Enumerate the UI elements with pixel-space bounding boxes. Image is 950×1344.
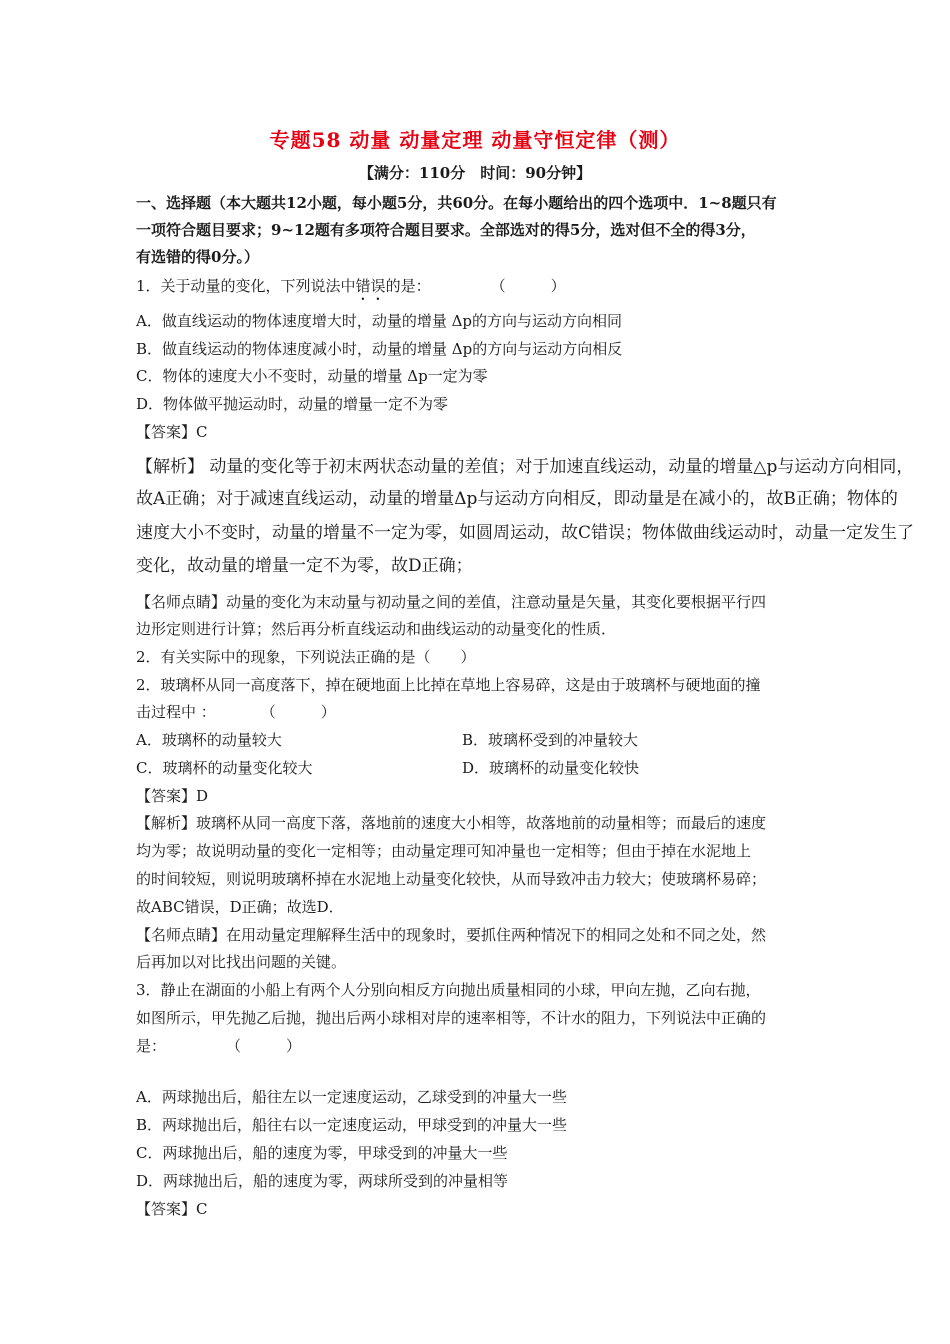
q2-option-a: A．玻璃杯的动量较大 xyxy=(136,731,282,749)
page-title: 专题58 动量 动量定理 动量守恒定律（测） xyxy=(269,128,681,152)
q3-answer: 【答案】C xyxy=(136,1200,208,1218)
q2-analysis-1: 【解析】玻璃杯从同一高度下落，落地前的速度大小相等，故落地前的动量相等；而最后的速度 xyxy=(136,814,767,832)
q1-option-d: D．物体做平抛运动时，动量的增量一定不为零 xyxy=(136,395,449,413)
q2-analysis-4: 故ABC错误，D正确；故选D． xyxy=(136,898,344,916)
q2-analysis-3: 的时间较短，则说明玻璃杯掉在水泥地上动量变化较快，从而导致冲击力较大；使玻璃杯易碎； xyxy=(136,870,767,888)
q3-option-a: A．两球抛出后，船往左以一定速度运动，乙球受到的冲量大一些 xyxy=(136,1088,567,1106)
q3-stem-3: 是： （ ） xyxy=(136,1037,302,1055)
q1-emphasis: 错误 xyxy=(355,277,386,295)
q2-tip-2: 后再加以对比找出问题的关键。 xyxy=(136,953,347,971)
exam-meta: 【满分：110分 时间：90分钟】 xyxy=(358,164,592,182)
q1-option-a: A．做直线运动的物体速度增大时，动量的增量 Δp的方向与运动方向相同 xyxy=(136,312,623,330)
q2-stem-0: 2．有关实际中的现象，下列说法正确的是（ ） xyxy=(136,648,476,666)
q3-option-c: C．两球抛出后，船的速度为零，甲球受到的冲量大一些 xyxy=(136,1144,508,1162)
q2-stem-1: 2．玻璃杯从同一高度落下，掉在硬地面上比掉在草地上容易碎，这是由于玻璃杯与硬地面的撞 xyxy=(136,676,761,694)
q3-stem-1: 3．静止在湖面的小船上有两个人分别向相反方向抛出质量相同的小球，甲向左抛，乙向右抛， xyxy=(136,981,761,999)
q1-stem: 1．关于动量的变化，下列说法中错误的是： （ ） xyxy=(136,277,566,295)
q1-tip-2: 边形定则进行计算；然后再分析直线运动和曲线运动的动量变化的性质． xyxy=(136,620,617,638)
q2-stem-2: 击过程中 ： （ ） xyxy=(136,703,336,721)
q2-option-c: C．玻璃杯的动量变化较大 xyxy=(136,759,313,777)
section-instructions-2: 一项符合题目要求；9~12题有多项符合题目要求。全部选对的得5分，选对但不全的得3分， xyxy=(136,221,756,239)
q1-analysis-4: 变化，故动量的增量一定不为零，故D正确； xyxy=(136,556,473,576)
section-instructions-1: 一、选择题（本大题共12小题，每小题5分，共60分。在每小题给出的四个选项中．1~8题只有 xyxy=(136,194,777,212)
q2-option-d: D．玻璃杯的动量变化较快 xyxy=(462,759,640,777)
q1-answer: 【答案】C xyxy=(136,423,208,441)
q2-tip-1: 【名师点睛】在用动量定理解释生活中的现象时，要抓住两种情况下的相同之处和不同之处，然 xyxy=(136,926,767,944)
q2-analysis-2: 均为零；故说明动量的变化一定相等；由动量定理可知冲量也一定相等；但由于掉在水泥地上 xyxy=(136,842,752,860)
q1-option-c: C．物体的速度大小不变时，动量的增量 Δp一定为零 xyxy=(136,367,488,385)
q1-option-b: B．做直线运动的物体速度减小时，动量的增量 Δp的方向与运动方向相反 xyxy=(136,340,623,358)
q3-stem-2: 如图所示，甲先抛乙后抛，抛出后两小球相对岸的速率相等，不计水的阻力，下列说法中正确的 xyxy=(136,1009,767,1027)
q3-option-d: D．两球抛出后，船的速度为零，两球所受到的冲量相等 xyxy=(136,1172,509,1190)
q3-option-b: B．两球抛出后，船往右以一定速度运动，甲球受到的冲量大一些 xyxy=(136,1116,568,1134)
q2-answer: 【答案】D xyxy=(136,787,209,805)
q1-analysis-3: 速度大小不变时，动量的增量不一定为零，如圆周运动，故C错误；物体做曲线运动时，动量一定发生了 xyxy=(136,523,915,543)
q1-analysis-1: 【解析】 动量的变化等于初末两状态动量的差值；对于加速直线运动，动量的增量△p与运动方向相同， xyxy=(136,457,914,477)
q1-analysis-2: 故A正确；对于减速直线运动，动量的增量Δp与运动方向相反，即动量是在减小的，故B正确；物体的 xyxy=(136,489,898,509)
q2-option-b: B．玻璃杯受到的冲量较大 xyxy=(462,731,639,749)
q1-tip-1: 【名师点睛】动量的变化为末动量与初动量之间的差值，注意动量是矢量，其变化要根据平行四 xyxy=(136,593,767,611)
section-instructions-3: 有选错的得0分。） xyxy=(136,248,259,266)
